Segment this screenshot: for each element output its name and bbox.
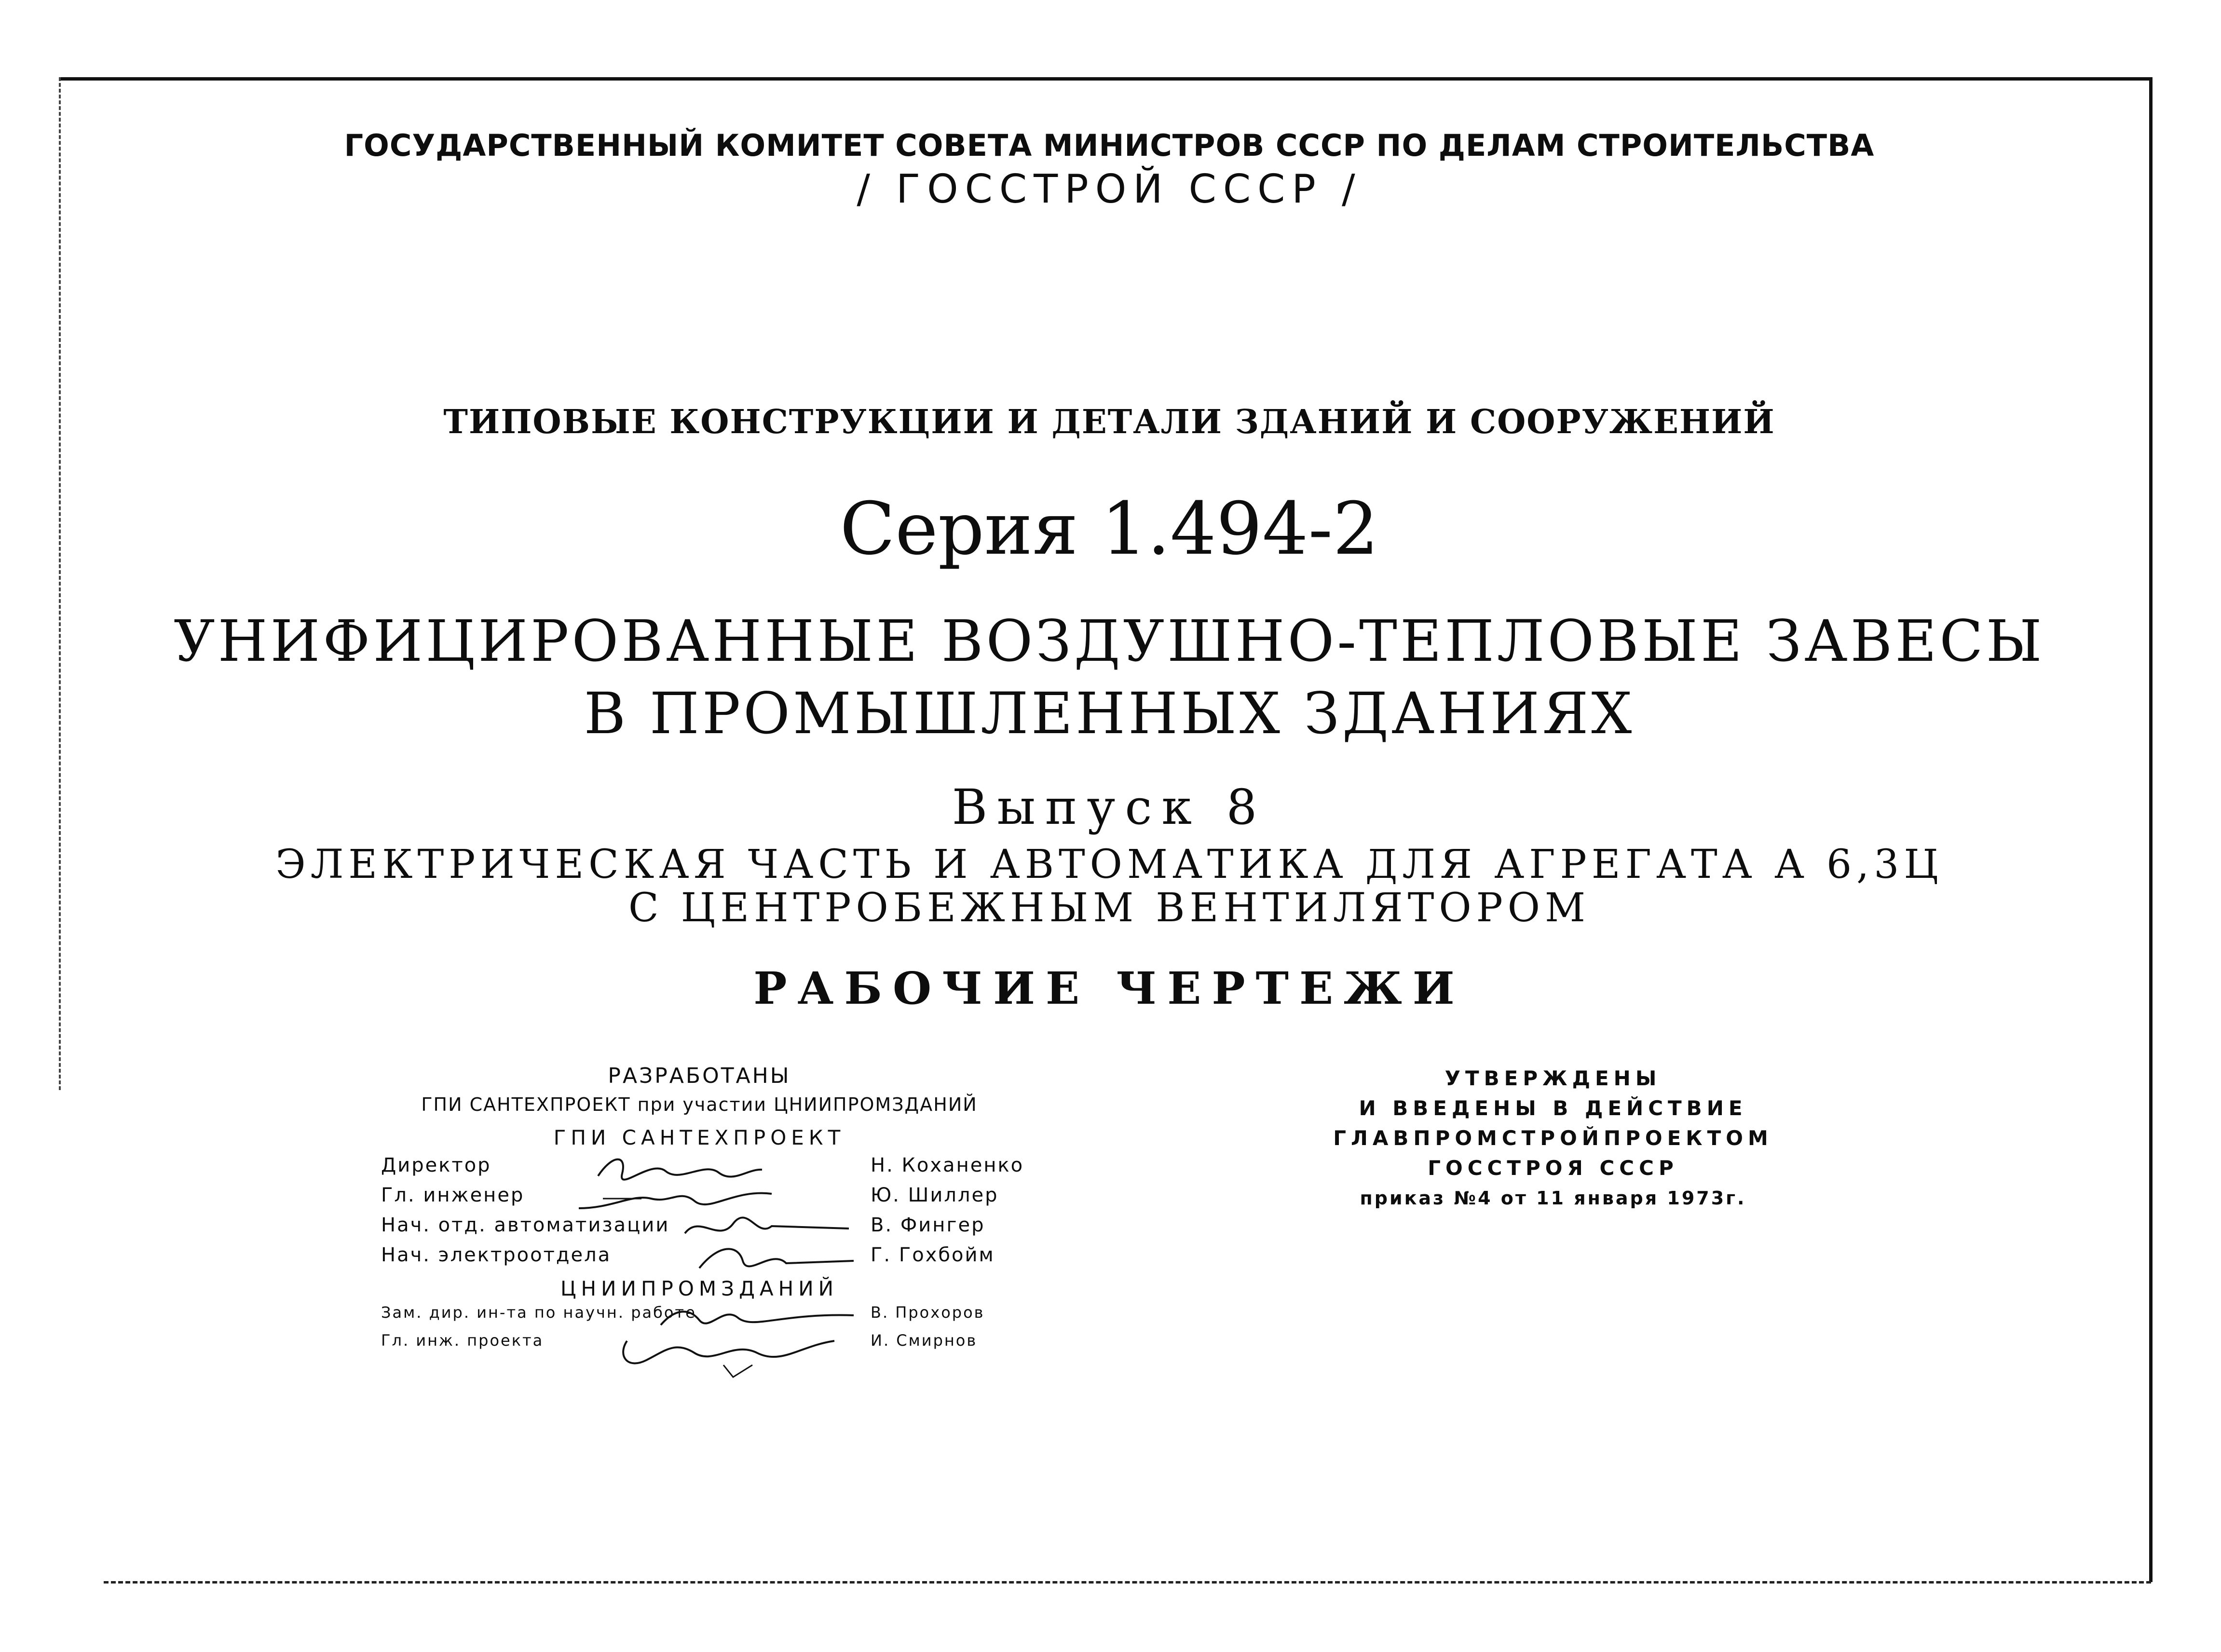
frame-bottom-border [104, 1581, 2151, 1584]
organization-santehproekt: ГПИ САНТЕХПРОЕКТ [553, 1126, 845, 1149]
staff-name: Ю. Шиллер [871, 1184, 999, 1206]
approval-order: приказ №4 от 11 января 1973г. [1360, 1188, 1746, 1209]
signature-mark [695, 1239, 858, 1278]
types-heading: ТИПОВЫЕ КОНСТРУКЦИИ И ДЕТАЛИ ЗДАНИЙ И СООРУЖЕНИЙ [443, 403, 1775, 441]
staff-position: Нач. электроотдела [381, 1244, 612, 1266]
staff-position: Нач. отд. автоматизации [381, 1214, 670, 1236]
subtitle-line-2: С ЦЕНТРОБЕЖНЫМ ВЕНТИЛЯТОРОМ [628, 885, 1590, 931]
approved-line-3: ГЛАВПРОМСТРОЙПРОЕКТОМ [1333, 1126, 1773, 1150]
staff-name: И. Смирнов [871, 1331, 978, 1350]
ministry-heading: ГОСУДАРСТВЕННЫЙ КОМИТЕТ СОВЕТА МИНИСТРОВ СССР ПО ДЕЛАМ СТРОИТЕЛЬСТВА [344, 128, 1875, 163]
gosstroy-heading: / ГОССТРОЙ СССР / [857, 166, 1362, 212]
approved-line-2: И ВВЕДЕНЫ В ДЕЙСТВИЕ [1359, 1096, 1747, 1120]
frame-right-border [2149, 77, 2153, 1582]
developed-heading: РАЗРАБОТАНЫ [608, 1064, 791, 1088]
main-title-line-2: В ПРОМЫШЛЕННЫХ ЗДАНИЯХ [584, 680, 1635, 747]
main-title-line-1: УНИФИЦИРОВАННЫЕ ВОЗДУШНО-ТЕПЛОВЫЕ ЗАВЕСЫ [174, 608, 2045, 674]
series-title: Серия 1.494-2 [840, 487, 1379, 571]
organization-cniipromzdaniy: ЦНИИПРОМЗДАНИЙ [560, 1277, 839, 1300]
working-drawings-label: РАБОЧИЕ ЧЕРТЕЖИ [753, 962, 1465, 1014]
staff-list-cniipromzdaniy [367, 1303, 1090, 1359]
developed-block [367, 1064, 1090, 1359]
staff-name: В. Фингер [871, 1214, 985, 1236]
staff-row [367, 1331, 1090, 1359]
staff-list-santehproekt [367, 1154, 1090, 1274]
staff-row [367, 1244, 1090, 1274]
staff-position: Директор [381, 1154, 491, 1176]
approved-line-4: ГОССТРОЯ СССР [1428, 1156, 1678, 1180]
staff-position: Гл. инженер [381, 1184, 525, 1206]
subtitle-line-1: ЭЛЕКТРИЧЕСКАЯ ЧАСТЬ И АВТОМАТИКА ДЛЯ АГРЕГАТА А 6,3Ц [275, 842, 1943, 887]
signature-mark [617, 1326, 839, 1379]
approved-block [1264, 1064, 1842, 1213]
issue-number: Выпуск 8 [952, 779, 1267, 835]
developed-organization: ГПИ САНТЕХПРОЕКТ при участии ЦНИИПРОМЗДАНИЙ [421, 1094, 978, 1115]
frame-top-border [60, 77, 2151, 81]
staff-name: В. Прохоров [871, 1303, 985, 1322]
staff-position: Гл. инж. проекта [381, 1331, 544, 1350]
approved-line-1: УТВЕРЖДЕНЫ [1444, 1066, 1662, 1090]
staff-position: Зам. дир. ин-та по научн. работе [381, 1303, 696, 1322]
staff-name: Г. Гохбойм [871, 1244, 995, 1266]
frame-left-border [59, 77, 61, 1090]
staff-name: Н. Коханенко [871, 1154, 1024, 1176]
